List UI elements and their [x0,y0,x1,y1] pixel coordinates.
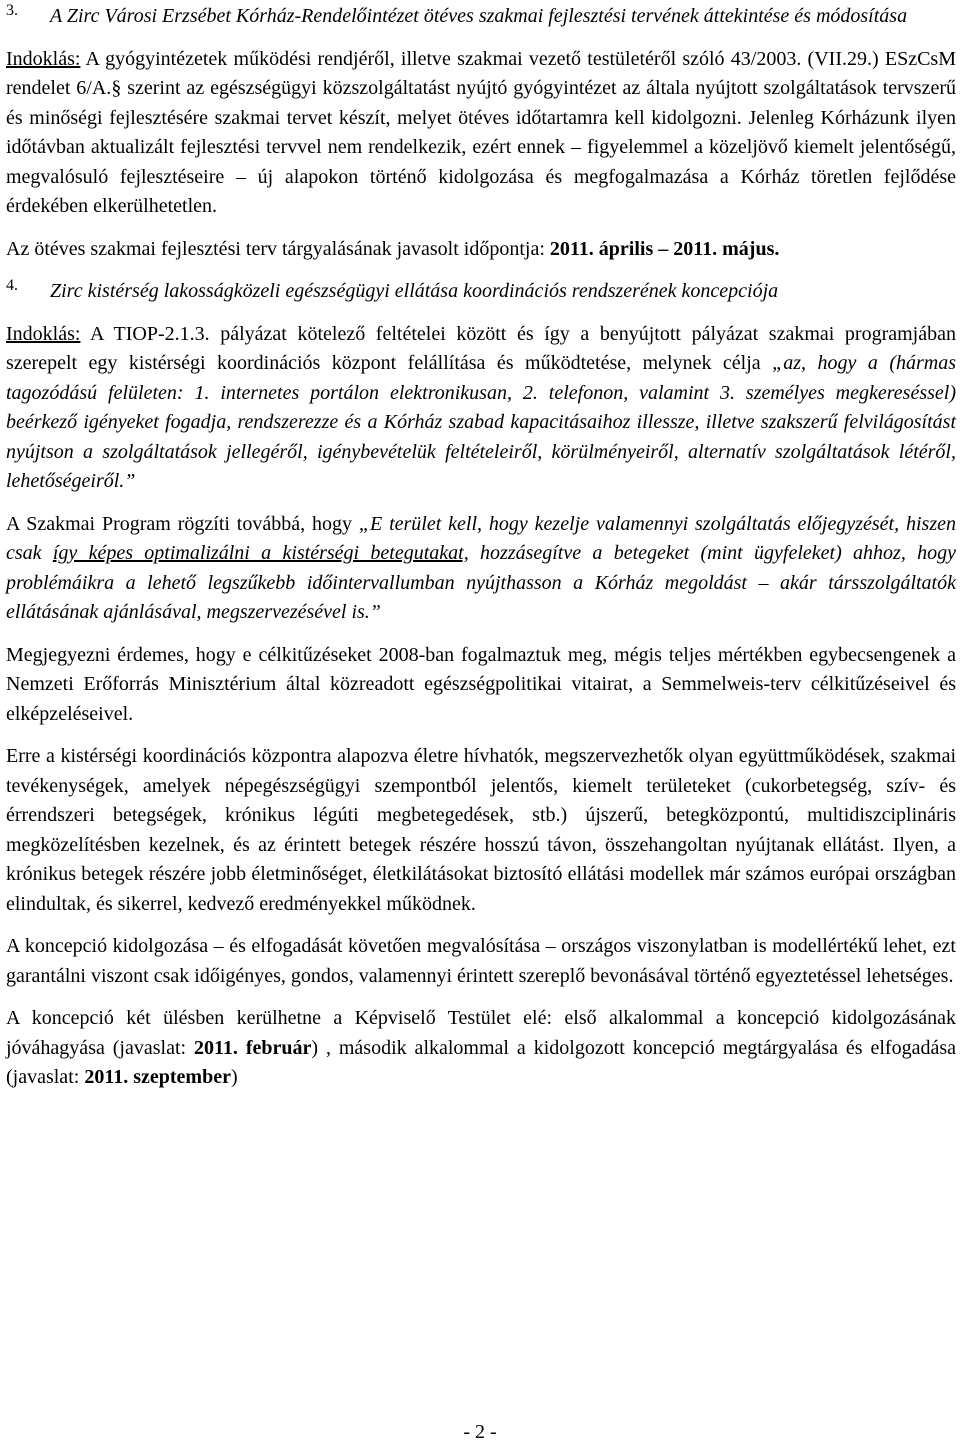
paragraph-justification-2 [6,320,956,497]
paragraph-proposed-date [6,235,956,265]
paragraph-justification-1 [6,45,956,222]
paragraph-text: A gyógyintézetek működési rendjéről, illetve szakmai vezető testületéről szóló 43/2003. (VII.29.) ESzCsM rendelet 6/A. [6,47,956,99]
paragraph-text: Az ötéves szakmai fejlesztési terv tárgyalásának javasolt időpontja: [6,237,550,260]
section-3-title: A Zirc Városi Erzsébet Kórház-Rendelőintézet ötéves szakmai fejlesztési tervének áttekintése és módosítása [50,5,908,27]
paragraph-text: A TIOP-2.1.3. pályázat kötelező feltételei között és így a benyújtott pályázat szakmai programjában szerepelt egy kistérségi koordinációs központ felállítása és működtetése, melynek célja [6,322,956,374]
quoted-text: „az, hogy a (hármas tagozódású felületen: 1. internetes portálon elektronikusan, 2. telefonon, valamint 3. személyes megkereséssel) beérkező igényeket fogadja, rendszerezze és a Kórház szabad kapacitásaihoz illessze, illetve szakszerű felvilágosítást nyújtson a szolgáltatások jellegéről, igénybevételük feltételeiről, körülményeiről, alternatív szolgáltatások létéről, lehetőségeiről.” [6,352,957,492]
paragraph-text: A koncepció két ülésben kerülhetne a Képviselő Testület elé: első alkalommal a koncepció kidolgozásának jóváhagyása (javaslat: [6,1007,956,1059]
section-4-number: 4. [6,277,18,294]
paragraph-text: A Szakmai Program rögzíti továbbá, hogy [6,512,359,535]
paragraph-text: szerint az egészségügyi közszolgáltatást nyújtó gyógyintézet az általa nyújtott szolgáltatások tervszerű és minőségi fejlesztésére szakmai tervet készít, melyet ötéves időtartamra kell kidolgozni. Jelenleg Kórházunk ilyen időtávban aktualizált fejlesztési tervvel nem rendelkezik, ezért ennek – figyelemmel a közeljövő kiemelt jelentőségű, megvalósuló fejlesztéseire – új alapokon történő kidolgozása és megfogalmazása a Kórház töretlen fejlődése érdekében elkerülhetetlen. [6,77,956,217]
quoted-text-underlined: így képes optimalizálni a kistérségi betegutakat, [52,542,469,564]
paragraph-schedule [6,1004,956,1093]
paragraph-semmelweis: Megjegyezni érdemes, hogy e célkitűzéseket 2008-ban fogalmaztuk meg, mégis teljes mértékben egybecsengenek a Nemzeti Erőforrás Minisztérium által közreadott egészségpolitikai vitairat, a Semmelweis-terv célkitűzéseivel és elképzeléseivel. [6,643,956,725]
section-4-title: Zirc kistérség lakosságközeli egészségügyi ellátása koordinációs rendszerének koncepciója [50,280,779,302]
paragraph-coordination-center: Erre a kistérségi koordinációs központra alapozva életre hívhatók, megszervezhetők olyan együttműködések, szakmai tevékenységek, amelyek népegészségügyi szempontból jelentős, kiemelt területeket (cukorbetegség, szív- és érrendszeri betegségek, krónikus légúti megbetegedések, stb.) újszerű, betegközpontú, multidiszciplináris megközelítésben kezelnek, és az érintett betegek részére hosszú távon, összehangoltan nyújtanak ellátást. Ilyen, a krónikus betegek részére jobb életminőséget, életkilátásokat biztosító ellátási modellek már számos európai országban elindultak, és sikerrel, kedvező eredményekkel működnek. [6,745,956,915]
proposed-date: 2011. április – 2011. május. [549,237,780,260]
document-page [6,0,956,1093]
justification-label: Indoklás: [6,322,81,345]
section-3-number: 3. [6,2,18,19]
paragraph-model-value: A koncepció kidolgozása – és elfogadását követően megvalósítása – országos viszonylatban is modellértékű lehet, ezt garantálni viszont csak időigényes, gondos, valamennyi érintett szereplő bevonásával történő egyeztetéssel lehetséges. [6,935,956,987]
date-september: 2011. szeptember [84,1066,231,1088]
section-4-heading [6,277,956,307]
page-number: - 2 - [463,1421,497,1443]
paragraph-text: ) , második alkalommal a kidolgozott koncepció megtárgyalása és elfogadása (javaslat: [6,1036,956,1088]
paragraph-program [6,510,956,628]
paragraph-text: ) [230,1066,238,1088]
justification-label: Indoklás: [6,47,81,70]
date-february: 2011. február [194,1036,312,1059]
section-3-heading [6,2,956,32]
quoted-text: hozzásegítve a betegeket (mint ügyfeleket) ahhoz, hogy problémáikra a lehető legszűkebb időintervallumban nyújthasson a Kórház megoldást – akár társszolgáltatók ellátásának ajánlásával, megszervezésével is.” [6,542,956,623]
quoted-text: „E terület kell, hogy kezelje valamennyi szolgáltatás előjegyzését, hiszen csak [6,512,956,564]
section-sign: § [111,77,122,99]
